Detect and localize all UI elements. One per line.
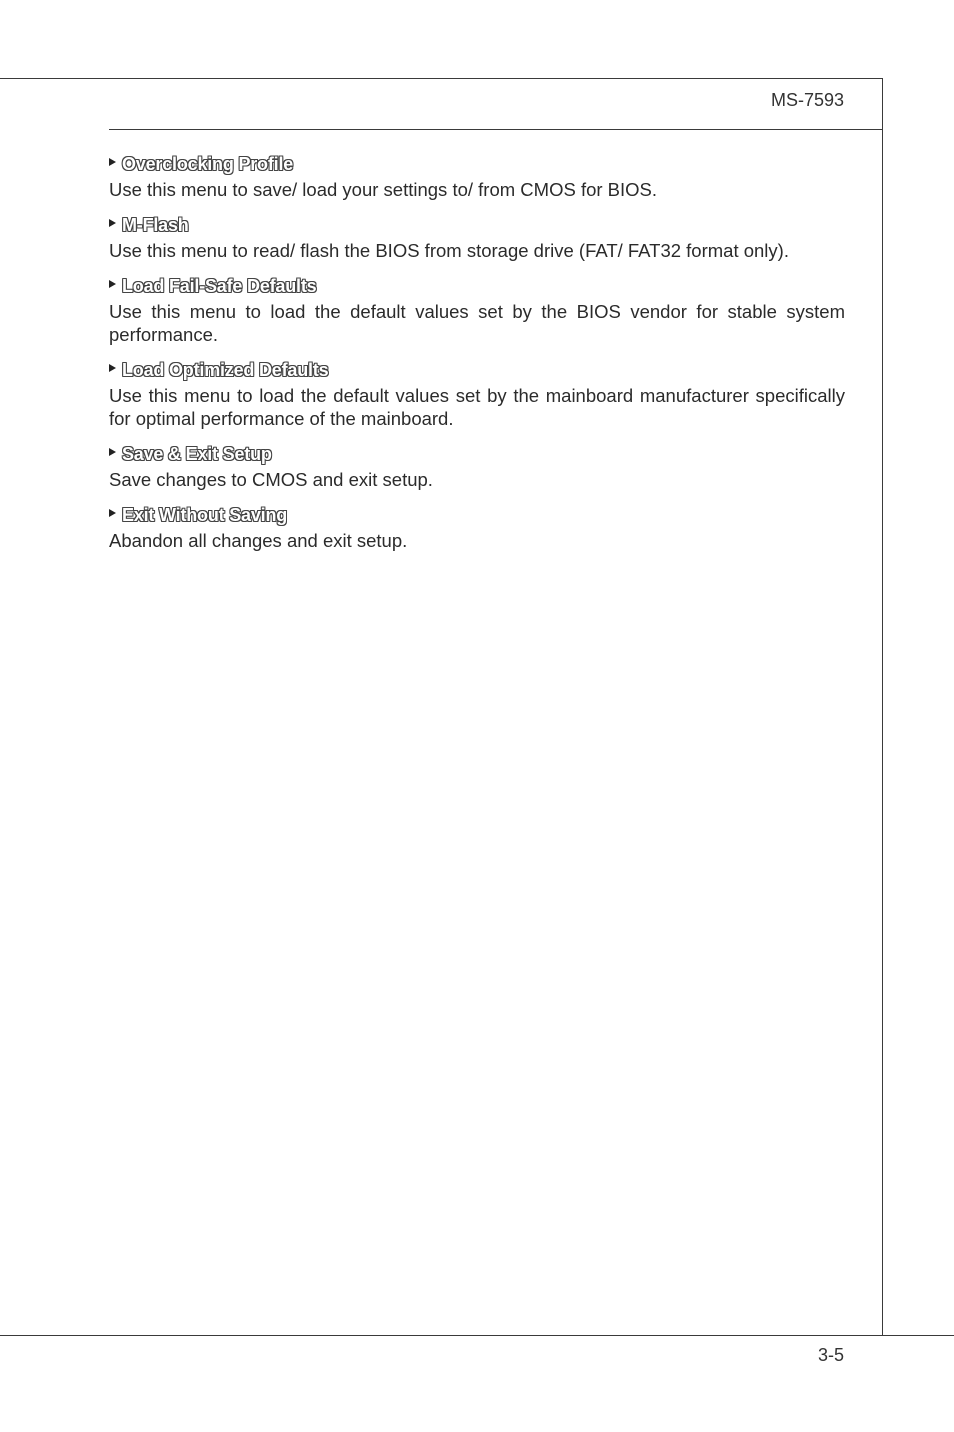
triangle-bullet-icon (109, 509, 116, 517)
triangle-bullet-icon (109, 448, 116, 456)
section-save-exit-setup (109, 442, 845, 491)
section-title: Load Fail-Safe Defaults (122, 275, 317, 296)
triangle-bullet-icon (109, 158, 116, 166)
section-heading (109, 442, 845, 466)
section-heading (109, 213, 845, 237)
top-rule (0, 78, 883, 79)
bottom-rule (0, 1335, 954, 1336)
section-load-fail-safe-defaults (109, 274, 845, 346)
section-title: Exit Without Saving (122, 504, 288, 525)
section-description: Use this menu to save/ load your settings to/ from CMOS for BIOS. (109, 179, 658, 200)
section-title: Load Optimized Defaults (122, 359, 329, 380)
section-heading (109, 152, 845, 176)
triangle-bullet-icon (109, 219, 116, 227)
section-overclocking-profile (109, 152, 845, 201)
section-title: Save & Exit Setup (122, 443, 272, 464)
section-exit-without-saving (109, 503, 845, 552)
right-margin-rule (882, 78, 883, 1336)
section-title: M-Flash (122, 214, 189, 235)
triangle-bullet-icon (109, 364, 116, 372)
section-title: Overclocking Profile (122, 153, 294, 174)
section-load-optimized-defaults (109, 358, 845, 430)
section-description: Use this menu to read/ flash the BIOS from storage drive (FAT/ FAT32 format only). (109, 240, 789, 261)
triangle-bullet-icon (109, 280, 116, 288)
model-number: MS-7593 (770, 90, 844, 110)
section-heading (109, 274, 845, 298)
section-description: Use this menu to load the default values set by the BIOS vendor for stable system performance. (109, 301, 845, 345)
page-number: 3-5 (817, 1345, 844, 1365)
section-heading (109, 503, 845, 527)
section-m-flash (109, 213, 845, 262)
document-body (109, 152, 845, 564)
section-heading (109, 358, 845, 382)
section-description: Save changes to CMOS and exit setup. (109, 469, 433, 490)
section-description: Use this menu to load the default values set by the mainboard manufacturer specifically for optimal performance of the mainboard. (109, 385, 845, 429)
section-description: Abandon all changes and exit setup. (109, 530, 408, 551)
header-rule (109, 129, 883, 130)
